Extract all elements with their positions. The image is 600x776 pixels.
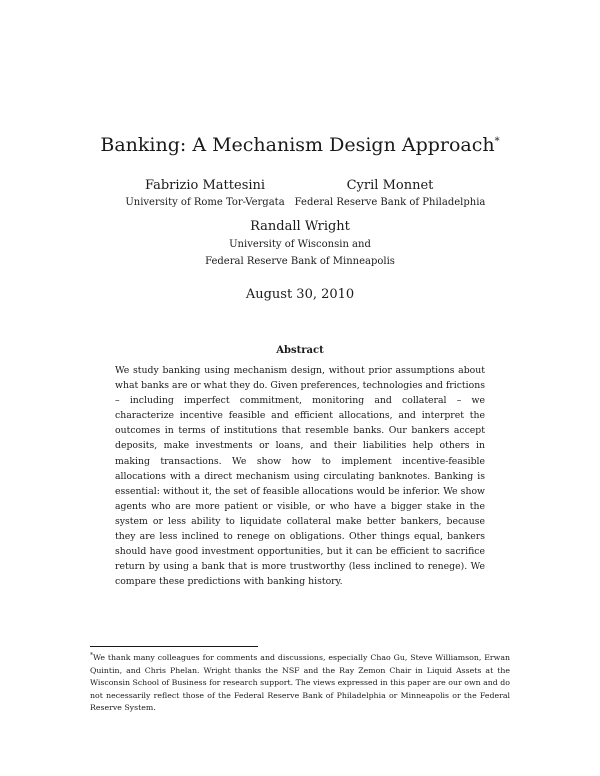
- footnote-mark: *: [90, 652, 93, 659]
- paper-title-text: Banking: A Mechanism Design Approach: [100, 134, 495, 156]
- author-name-monnet: Cyril Monnet: [346, 178, 434, 193]
- abstract-heading: Abstract: [276, 345, 324, 356]
- footnote-text: We thank many colleagues for comments and discussions, especially Chao Gu, Steve Williamson, Erwan Quintin, and Chris Phelan. Wright thanks the NSF and the Ray Zemon Chair in Liquid Assets at the Wisconsin School of Business for research support. The views expressed in this paper are our own and do not necessarily reflect those of the Federal Reserve Bank of Philadelphia or Minneapolis or the Federal Reserve System.: [90, 653, 510, 712]
- author-affiliation-monnet: Federal Reserve Bank of Philadelphia: [294, 197, 486, 208]
- author-name-mattesini: Fabrizio Mattesini: [144, 178, 266, 193]
- footnote: [90, 650, 510, 715]
- title-footnote-mark: *: [494, 136, 500, 147]
- author-affiliation-wright-line2: Federal Reserve Bank of Minneapolis: [205, 256, 395, 267]
- paper-date: August 30, 2010: [245, 287, 355, 302]
- paper-title: [0, 130, 600, 157]
- abstract-body: We study banking using mechanism design, without prior assumptions about what banks are or what they do. Given preferences, technologies and frictions – including imperfect commitment, monitoring and collateral – we characterize incentive feasible and efficient allocations, and interpret the outcomes in terms of institutions that resemble banks. Our bankers accept deposits, make investments or loans, and their liabilities help others in making transactions. We show how to implement incentive-feasible allocations with a direct mechanism using circulating banknotes. Banking is essential: without it, the set of feasible allocations would be inferior. We show agents who are more patient or visible, or who have a bigger stake in the system or less ability to liquidate collateral make better bankers, because they are less inclined to renege on obligations. Other things equal, bankers should have good investment opportunities, but it can be efficient to sacrifice return by using a bank that is more trustworthy (less inclined to renege). We compare these predictions with banking history.: [115, 365, 485, 588]
- footnote-divider: [90, 646, 258, 647]
- author-name-wright: Randall Wright: [250, 219, 350, 234]
- author-affiliation-mattesini: University of Rome Tor-Vergata: [125, 197, 285, 208]
- author-affiliation-wright-line1: University of Wisconsin and: [229, 239, 371, 250]
